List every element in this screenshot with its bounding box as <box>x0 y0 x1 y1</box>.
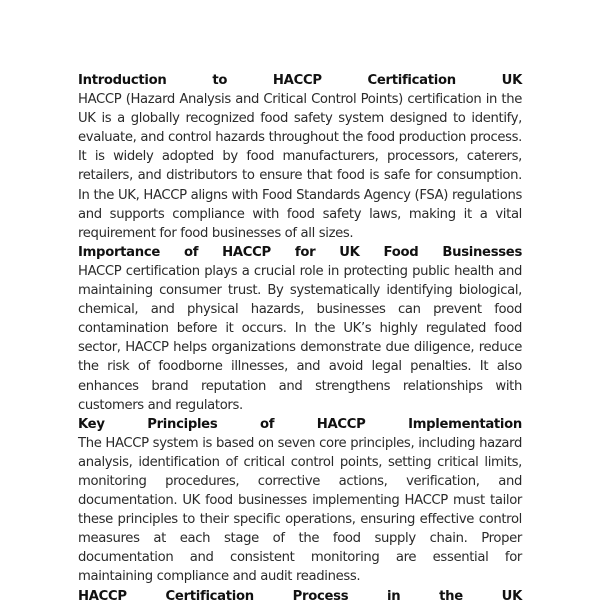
document-page <box>78 71 522 606</box>
section-body: HACCP certification plays a crucial role in protecting public health and maintaining consumer trust. By systematically identifying biological, chemical, and physical hazards, businesses can prevent food contamination before it occurs. In the UK’s highly regulated food sector, HACCP helps organizations demonstrate due diligence, reduce the risk of foodborne illnesses, and avoid legal penalties. It also enhances brand reputation and strengthens relationships with customers and regulators. <box>78 263 522 413</box>
section-heading: Key Principles of HACCP Implementation <box>78 416 522 432</box>
section-heading: Introduction to HACCP Certification UK <box>78 73 522 88</box>
section-importance <box>78 243 522 415</box>
section-heading: Importance of HACCP for UK Food Businesses <box>78 244 522 260</box>
section-key-principles <box>78 415 522 587</box>
section-body: HACCP (Hazard Analysis and Critical Control Points) certification in the UK is a globally recognized food safety system designed to identify, evaluate, and control hazards throughout the food production process. It is widely adopted by food manufacturers, processors, caterers, retailers, and distributors to ensure that food is safe for consumption. In the UK, HACCP aligns with Food Standards Agency (FSA) regulations and supports compliance with food safety laws, making it a vital requirement for food businesses of all sizes. <box>78 92 522 241</box>
section-body: The HACCP system is based on seven core principles, including hazard analysis, identification of critical control points, setting critical limits, monitoring procedures, corrective actions, verification, and documentation. UK food businesses implementing HACCP must tailor these principles to their specific operations, ensuring effective control measures at each stage of the food supply chain. Proper documentation and consistent monitoring are essential for maintaining compliance and audit readiness. <box>78 435 522 585</box>
section-heading: HACCP Certification Process in the UK <box>78 588 522 604</box>
section-certification-process <box>78 587 522 606</box>
section-introduction <box>78 71 522 243</box>
